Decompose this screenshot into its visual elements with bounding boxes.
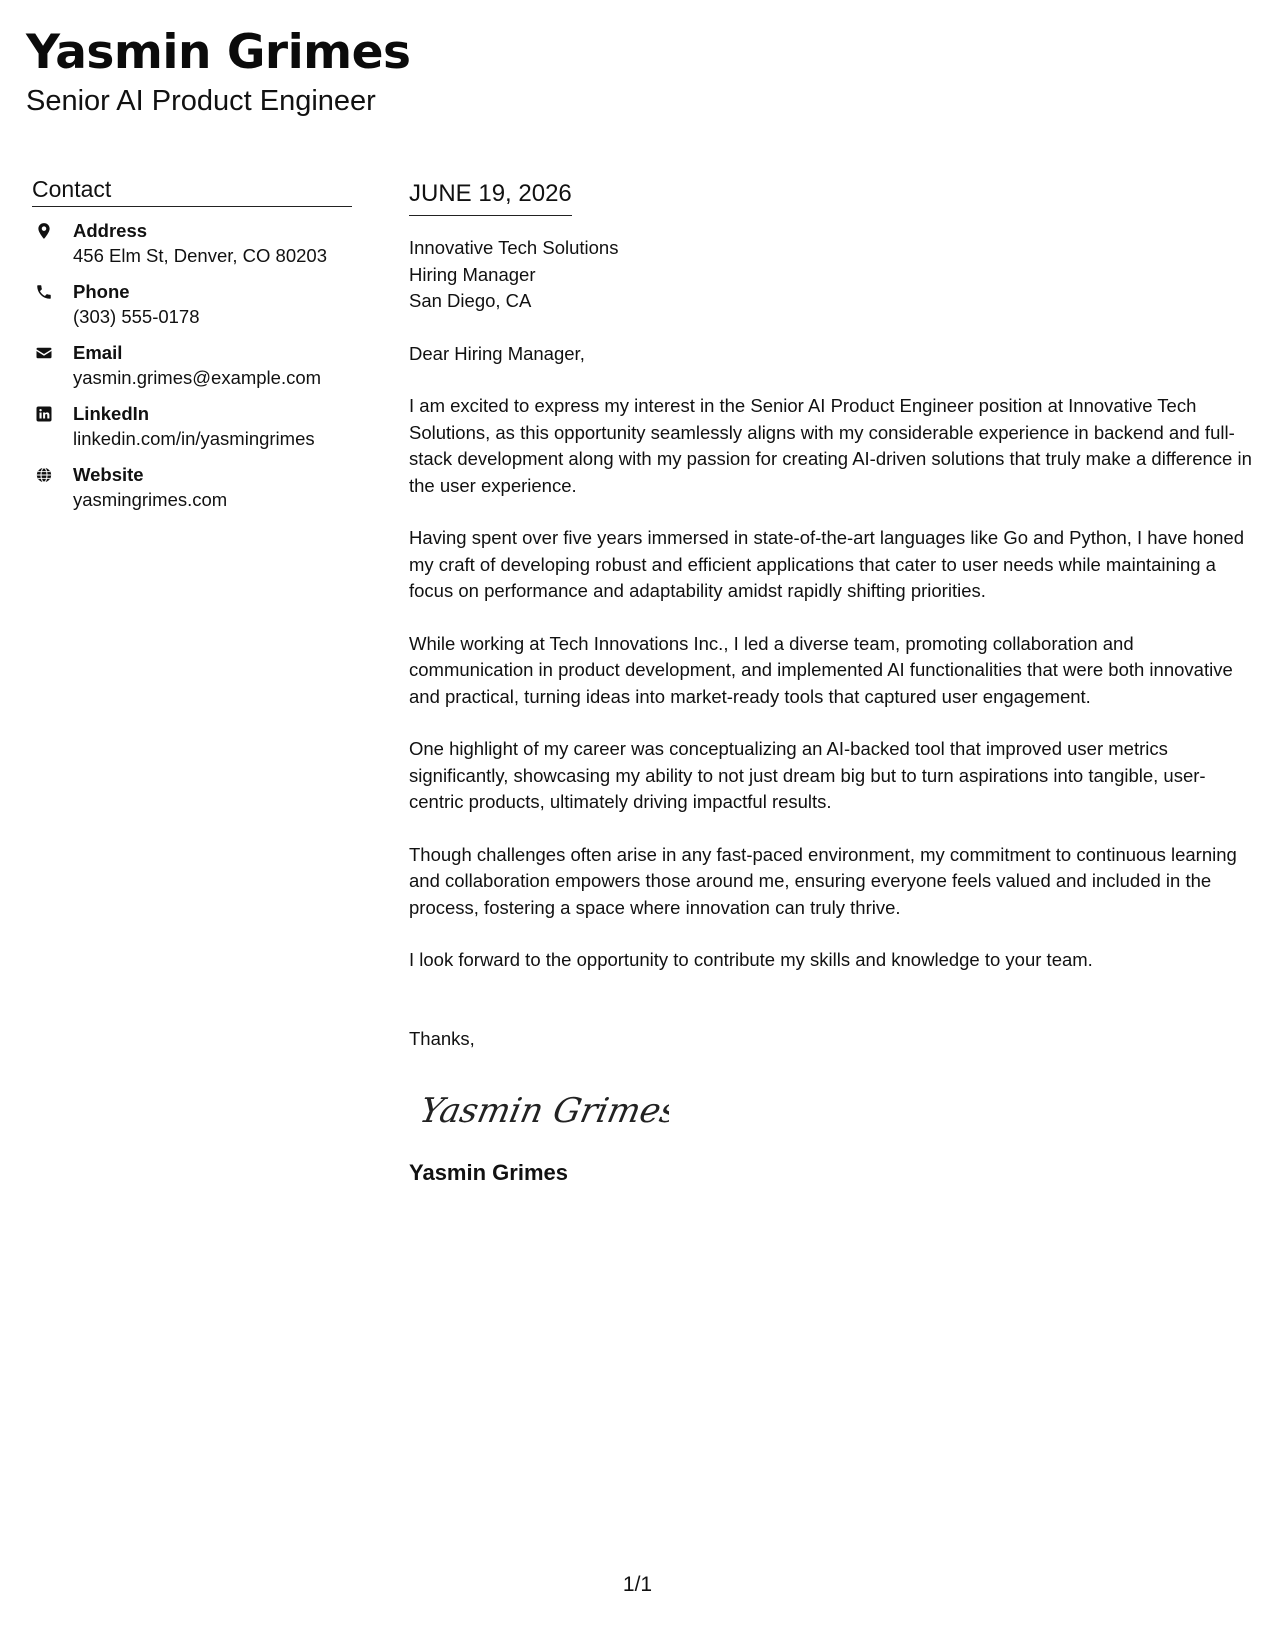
body-paragraph: I am excited to express my interest in the Senior AI Product Engineer position at Innovative Tech Solutions, as this opportunity seamlessly aligns with my considerable experience in backend and full-stack development along with my passion for creating AI-driven solutions that truly make a difference in the user experience. — [409, 395, 1252, 496]
body-paragraph: Having spent over five years immersed in state-of-the-art languages like Go and Python, I have honed my craft of developing robust and efficient applications that cater to user needs while maintaining a focus on performance and adaptability amidst rapidly shifting priorities. — [409, 527, 1245, 601]
contact-item-email — [32, 341, 352, 390]
contact-heading: Contact — [32, 175, 352, 207]
contact-item-linkedin — [32, 402, 352, 451]
recipient-location: San Diego, CA — [409, 290, 532, 311]
contact-value-website: yasmingrimes.com — [73, 489, 228, 510]
linkedin-icon — [35, 405, 53, 423]
contact-item-address — [32, 219, 352, 268]
contact-value-phone: (303) 555-0178 — [73, 306, 200, 327]
contact-item-phone — [32, 280, 352, 329]
contact-label-linkedin: LinkedIn — [73, 403, 150, 424]
cover-letter-body — [409, 177, 1259, 1187]
location-pin-icon — [35, 222, 53, 240]
contact-sidebar — [32, 175, 352, 524]
recipient-block — [409, 235, 1259, 315]
contact-value-linkedin: linkedin.com/in/yasmingrimes — [73, 428, 315, 449]
contact-value-email: yasmin.grimes@example.com — [73, 367, 322, 388]
recipient-title: Hiring Manager — [409, 263, 536, 285]
body-paragraph: While working at Tech Innovations Inc., I led a diverse team, promoting collaboration and communication in product development, and implemented AI functionalities that were both innovative and practical, turning ideas into market-ready tools that captured user engagement. — [409, 632, 1233, 707]
contact-value-address: 456 Elm St, Denver, CO 80203 — [73, 245, 327, 266]
page-number: 1/1 — [622, 1573, 653, 1596]
contact-label-phone: Phone — [73, 281, 130, 302]
closing: Thanks, — [409, 1027, 475, 1049]
body-paragraph: Though challenges often arise in any fast-paced environment, my commitment to continuous learning and collaboration empowers those around me, ensuring everyone feels valued and included in the process, fostering a space where innovation can truly thrive. — [409, 843, 1237, 918]
phone-icon — [35, 283, 53, 301]
letter-date: JUNE 19, 2026 — [409, 177, 572, 216]
salutation: Dear Hiring Manager, — [409, 342, 585, 364]
handwritten-signature — [409, 1080, 669, 1140]
globe-icon — [35, 466, 53, 484]
signer-name: Yasmin Grimes — [409, 1160, 568, 1185]
contact-item-website — [32, 463, 352, 512]
body-paragraph: I look forward to the opportunity to contribute my skills and knowledge to your team. — [409, 949, 1093, 970]
body-paragraph: One highlight of my career was conceptualizing an AI-backed tool that improved user metrics significantly, showcasing my ability to not just dream big but to turn aspirations into tangible, user-centric products, ultimately driving impactful results. — [409, 738, 1206, 812]
envelope-icon — [35, 344, 53, 362]
contact-label-website: Website — [73, 464, 144, 485]
page-header — [26, 22, 411, 118]
contact-label-address: Address — [73, 220, 148, 241]
applicant-name: Yasmin Grimes — [26, 25, 411, 80]
signature-text: Yasmin Grimes — [416, 1091, 669, 1131]
contact-label-email: Email — [73, 342, 123, 363]
applicant-role: Senior AI Product Engineer — [26, 85, 376, 117]
recipient-company: Innovative Tech Solutions — [409, 237, 619, 258]
